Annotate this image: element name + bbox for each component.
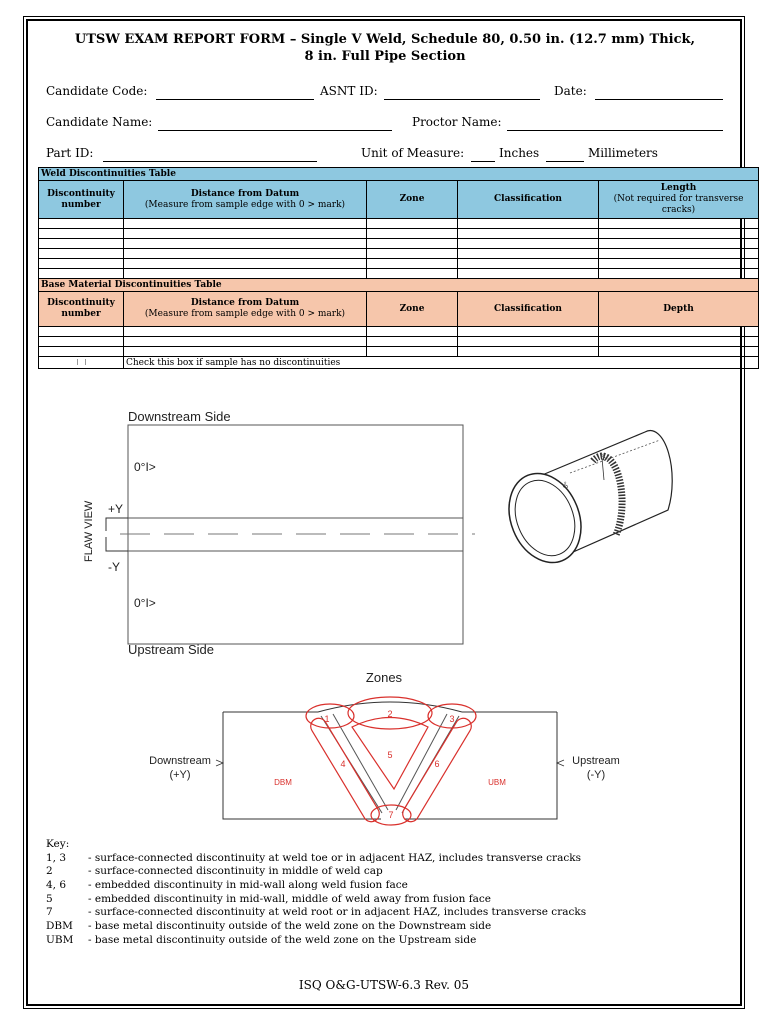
key-desc: - embedded discontinuity in mid-wall along weld fusion face	[88, 879, 408, 892]
zones-diagram	[149, 697, 620, 825]
key-code: 7	[46, 906, 53, 919]
candidate-name-label: Candidate Name:	[46, 115, 153, 129]
key-item	[46, 879, 408, 893]
upstream-dir-label: (-Y)	[586, 769, 606, 781]
key-item	[46, 851, 581, 866]
base-table-row[interactable]	[39, 327, 759, 337]
weld-table-header	[39, 181, 759, 219]
base-col-classification: Classification	[458, 292, 599, 327]
unit-of-measure-label: Unit of Measure:	[361, 146, 465, 160]
date-label: Date:	[554, 84, 587, 98]
weld-col-length-title: Length	[660, 183, 697, 193]
key-desc: - base metal discontinuity outside of the weld zone on the Upstream side	[88, 933, 477, 946]
checkbox-icon[interactable]	[77, 359, 86, 365]
key-desc: - embedded discontinuity in mid-wall, middle of weld away from fusion face	[88, 892, 491, 905]
weld-table-row[interactable]	[39, 269, 759, 279]
weld-col-distance-title: Distance from Datum	[190, 188, 300, 199]
key-item	[46, 920, 492, 934]
weld-col-length	[599, 181, 759, 219]
key-item	[46, 892, 491, 907]
form-title-line1: UTSW EXAM REPORT FORM – Single V Weld, Schedule 80, 0.50 in. (12.7 mm) Thick,	[74, 32, 696, 47]
pipe-mark-1: 0°	[562, 480, 572, 490]
key-desc: - surface-connected discontinuity at weld root or in adjacent HAZ, includes transverse cracks	[88, 906, 587, 919]
minus-y-label: -Y	[108, 560, 120, 574]
field-row-1	[46, 84, 724, 104]
plate-left	[223, 712, 381, 819]
pipe-mark-2: 0°	[600, 452, 610, 462]
weld-table-row[interactable]	[39, 259, 759, 269]
key-code: DBM	[46, 920, 73, 933]
zone-2-label: 2	[387, 709, 393, 719]
inches-field[interactable]	[471, 161, 495, 162]
form-title	[40, 31, 730, 65]
weld-table-row[interactable]	[39, 229, 759, 239]
base-col-depth: Depth	[599, 292, 759, 327]
no-discontinuities-text: Check this box if sample has no discontinuities	[126, 357, 341, 368]
key-heading: Key:	[46, 838, 70, 850]
inches-label: Inches	[499, 146, 540, 160]
weld-col-length-sub: (Not required for transverse cracks)	[613, 194, 744, 215]
base-col-zone: Zone	[367, 292, 458, 327]
downstream-dir-label: (+Y)	[169, 769, 191, 781]
zone-7-label: 7	[388, 810, 394, 820]
weld-col-distance-sub: (Measure from sample edge with 0 > mark)	[144, 199, 346, 210]
base-col-distance-title: Distance from Datum	[190, 298, 300, 308]
weld-col-classification: Classification	[458, 181, 599, 219]
ubm-label: UBM	[488, 778, 506, 787]
form-title-line2: 8 in. Full Pipe Section	[304, 49, 466, 64]
key-item	[46, 933, 477, 948]
flaw-view-label: FLAW VIEW	[83, 500, 95, 562]
candidate-code-field[interactable]	[156, 99, 314, 100]
downstream-side-label: Downstream Side	[128, 409, 231, 424]
no-discontinuities-checkbox[interactable]	[39, 357, 124, 369]
proctor-name-label: Proctor Name:	[412, 115, 502, 129]
key-legend	[46, 838, 587, 948]
candidate-name-field[interactable]	[158, 130, 392, 131]
base-table-title: Base Material Discontinuities Table	[39, 279, 759, 292]
upstream-side-label: Upstream Side	[128, 642, 214, 657]
pipe-illustration	[496, 431, 672, 574]
downstream-label: Downstream	[149, 755, 211, 767]
key-code: 2	[46, 865, 53, 878]
zone-1-label: 1	[324, 714, 330, 724]
key-item	[46, 906, 587, 920]
millimeters-label: Millimeters	[588, 146, 658, 160]
weld-col-zone: Zone	[367, 181, 458, 219]
weld-discontinuities-table	[38, 167, 759, 369]
part-id-label: Part ID:	[46, 146, 94, 160]
field-row-2	[46, 115, 724, 135]
plus-y-label: +Y	[108, 502, 124, 516]
key-desc: - surface-connected discontinuity in middle of weld cap	[88, 865, 383, 878]
base-col-distance	[124, 292, 367, 327]
zone-6-outline	[400, 715, 474, 824]
proctor-name-field[interactable]	[507, 130, 723, 131]
weld-col-distance	[124, 181, 367, 219]
weld-table-row[interactable]	[39, 249, 759, 259]
base-col-distance-sub: (Measure from sample edge with 0 > mark)	[144, 309, 346, 319]
key-desc: - surface-connected discontinuity at weld toe or in adjacent HAZ, includes transverse cracks	[88, 851, 581, 864]
base-col-discontinuity-number: Discontinuity number	[39, 292, 124, 327]
field-row-3	[46, 146, 724, 166]
dbm-label: DBM	[274, 778, 292, 787]
datum-mark-bottom: 0°I>	[134, 596, 156, 610]
minus-y-bracket	[106, 537, 128, 551]
key-code: UBM	[46, 933, 74, 946]
key-item	[46, 865, 383, 879]
key-code: 1, 3	[46, 851, 67, 864]
zone-3-label: 3	[449, 714, 455, 724]
zone-5-label: 5	[387, 750, 393, 760]
weld-table-row[interactable]	[39, 239, 759, 249]
weld-table-title: Weld Discontinuities Table	[39, 168, 759, 181]
datum-mark-top: 0°I>	[134, 460, 156, 474]
base-table-row[interactable]	[39, 347, 759, 357]
key-code: 4, 6	[46, 879, 67, 892]
key-code: 5	[46, 892, 53, 905]
downstream-arrow-icon	[216, 760, 223, 766]
part-id-field[interactable]	[103, 161, 317, 162]
zones-title: Zones	[365, 670, 403, 685]
no-discontinuities-row	[39, 357, 759, 369]
upstream-label: Upstream	[572, 755, 620, 767]
upstream-arrow-icon	[557, 760, 564, 766]
date-field[interactable]	[595, 99, 723, 100]
weld-table-row[interactable]	[39, 219, 759, 229]
base-table-header	[39, 292, 759, 327]
plus-y-bracket	[106, 518, 128, 531]
base-table-row[interactable]	[39, 337, 759, 347]
asnt-id-field[interactable]	[384, 99, 540, 100]
zone-1-outline	[306, 704, 354, 728]
zone-4-outline	[308, 715, 382, 824]
candidate-code-label: Candidate Code:	[46, 84, 148, 98]
key-desc: - base metal discontinuity outside of the weld zone on the Downstream side	[88, 920, 492, 933]
millimeters-field[interactable]	[546, 161, 584, 162]
zone-6-label: 6	[434, 759, 440, 769]
zone-4-label: 4	[340, 759, 346, 769]
document-footer: ISQ O&G-UTSW-6.3 Rev. 05	[298, 978, 470, 992]
asnt-id-label: ASNT ID:	[320, 84, 378, 98]
diagrams	[0, 395, 768, 835]
weld-col-discontinuity-number: Discontinuity number	[39, 181, 124, 219]
